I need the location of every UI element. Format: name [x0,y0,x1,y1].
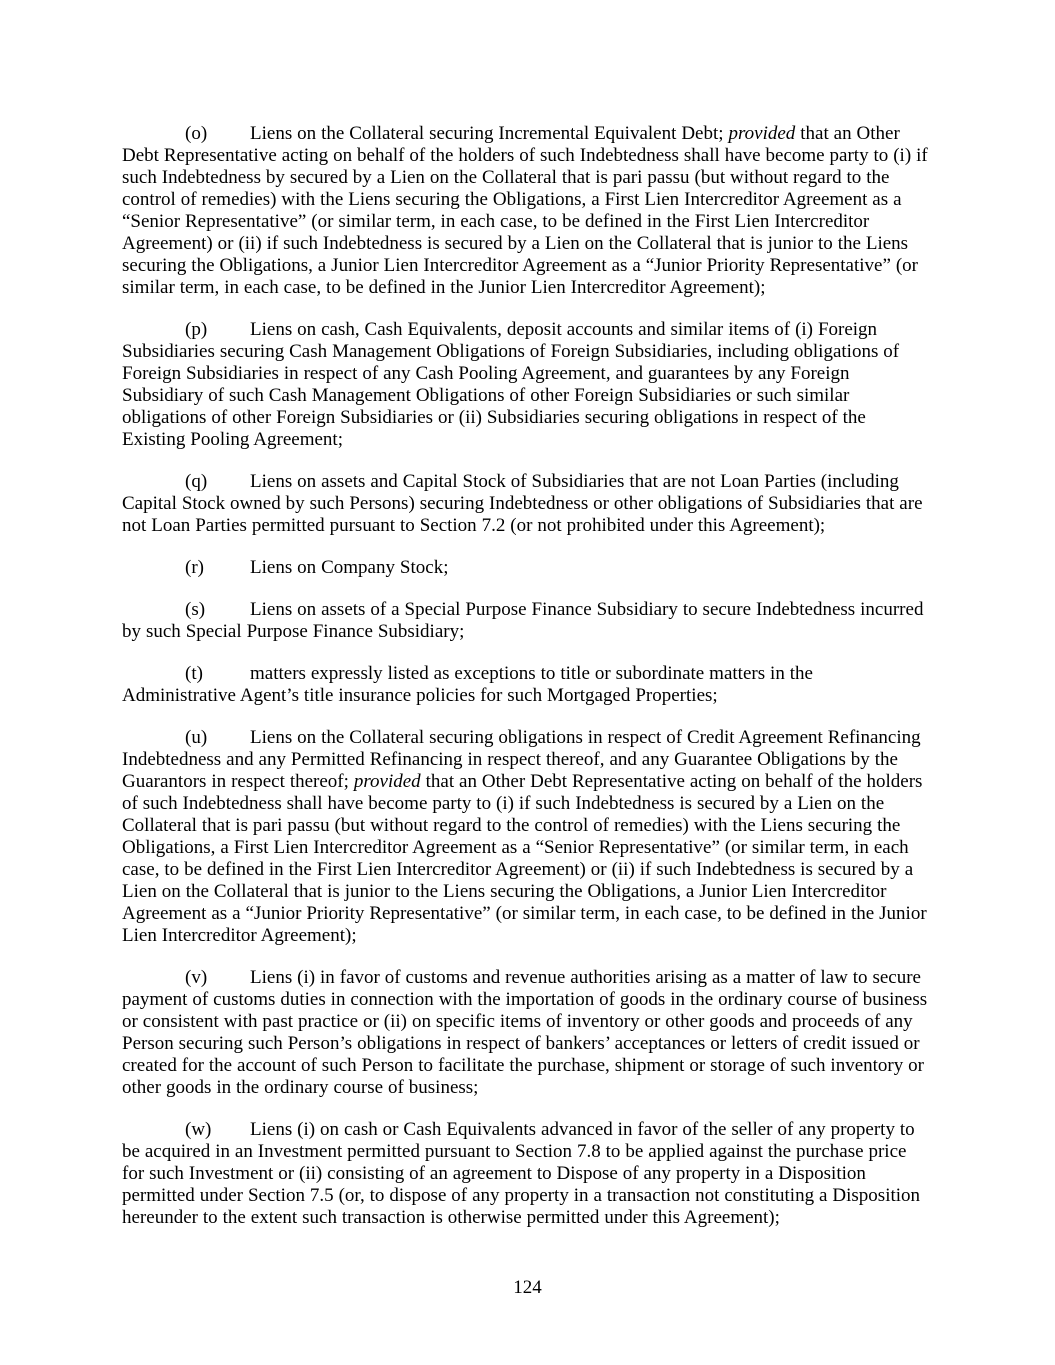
paragraph-text: Liens on the Collateral securing Incremental Equivalent Debt; [250,123,729,144]
paragraph-text: Liens (i) on cash or Cash Equivalents advanced in favor of the seller of any property to be acquired in an Investment permitted pursuant to Section 7.8 to be applied against the purchase price for such Investment or (ii) consisting of an agreement to Dispose of any property in a Disposition permitted under Section 7.5 (or, to dispose of any property in a transaction not constituting a Disposition hereunder to the extent such transaction is otherwise permitted under this Agreement); [122,1119,921,1228]
paragraph-text: that an Other Debt Representative acting on behalf of the holders of such Indebtedness shall have become party to (i) if such Indebtedness is secured by a Lien on the Collateral that is pari passu (but without regard to the control of remedies) with the Liens securing the Obligations, a First Lien Intercreditor Agreement as a “Senior Representative” (or similar term, in each case, to be defined in the First Lien Intercreditor Agreement) or (ii) if such Indebtedness is secured by a Lien on the Collateral that is junior to the Liens securing the Obligations, a Junior Lien Intercreditor Agreement as a “Junior Priority Representative” (or similar term, in each case, to be defined in the Junior Lien Intercreditor Agreement); [122,771,927,946]
paragraph-r [122,557,930,579]
paragraph-text: that an Other Debt Representative acting on behalf of the holders of such Indebtedness shall have become party to (i) if such Indebtedness by secured by a Lien on the Collateral that is pari passu (but without regard to the control of remedies) with the Liens securing the Obligations, a First Lien Intercreditor Agreement as a “Senior Representative” (or similar term, in each case, to be defined in the First Lien Intercreditor Agreement) or (ii) if such Indebtedness is secured by a Lien on the Collateral that is junior to the Liens securing the Obligations, a Junior Lien Intercreditor Agreement as a “Junior Priority Representative” (or similar term, in each case, to be defined in the Junior Lien Intercreditor Agreement); [122,123,928,298]
paragraph-w [122,1119,930,1229]
paragraph-label: (p) [185,319,208,340]
paragraph-text: Liens on Company Stock; [250,557,449,578]
paragraph-text: Liens on assets and Capital Stock of Subsidiaries that are not Loan Parties (including Capital Stock owned by such Persons) securing Indebtedness or other obligations of Subsidiaries that are not Loan Parties permitted pursuant to Section 7.2 (or not prohibited under this Agreement); [122,471,923,536]
document-body [122,123,930,1249]
paragraph-text: Liens on the Collateral securing obligations in respect of Credit Agreement Refinancing Indebtedness and any Permitted Refinancing in respect thereof, and any Guarantee Obligations by the Guarantors in respect thereof; [122,727,921,792]
paragraph-label: (u) [185,727,208,748]
paragraph-label: (w) [185,1119,212,1140]
paragraph-u [122,727,930,947]
paragraph-p [122,319,930,451]
paragraph-text: matters expressly listed as exceptions to title or subordinate matters in the Administrative Agent’s title insurance policies for such Mortgaged Properties; [122,663,813,706]
paragraph-v [122,967,930,1099]
paragraph-text: Liens on assets of a Special Purpose Finance Subsidiary to secure Indebtedness incurred by such Special Purpose Finance Subsidiary; [122,599,924,642]
paragraph-label: (t) [185,663,203,684]
paragraph-text: provided [728,123,796,144]
paragraph-text: provided [353,771,421,792]
page-number: 124 [513,1277,542,1298]
paragraph-s [122,599,930,643]
paragraph-text: Liens (i) in favor of customs and revenue authorities arising as a matter of law to secure payment of customs duties in connection with the importation of goods in the ordinary course of business or consistent with past practice or (ii) on specific items of inventory or other goods and proceeds of any Person securing such Person’s obligations in respect of bankers’ acceptances or letters of credit issued or created for the account of such Person to facilitate the purchase, shipment or storage of such inventory or other goods in the ordinary course of business; [122,967,928,1098]
paragraph-label: (r) [185,557,204,578]
paragraph-label: (v) [185,967,208,988]
paragraph-text: Liens on cash, Cash Equivalents, deposit accounts and similar items of (i) Foreign Subsidiaries securing Cash Management Obligations of Foreign Subsidiaries, including obligations of Foreign Subsidiaries in respect of any Cash Pooling Agreement, and guarantees by any Foreign Subsidiary of such Cash Management Obligations of other Foreign Subsidiaries or such similar obligations of other Foreign Subsidiaries or (ii) Subsidiaries securing obligations in respect of the Existing Pooling Agreement; [122,319,900,450]
paragraph-q [122,471,930,537]
paragraph-label: (q) [185,471,208,492]
paragraph-label: (o) [185,123,208,144]
paragraph-t [122,663,930,707]
paragraph-label: (s) [185,599,206,620]
paragraph-o [122,123,930,299]
